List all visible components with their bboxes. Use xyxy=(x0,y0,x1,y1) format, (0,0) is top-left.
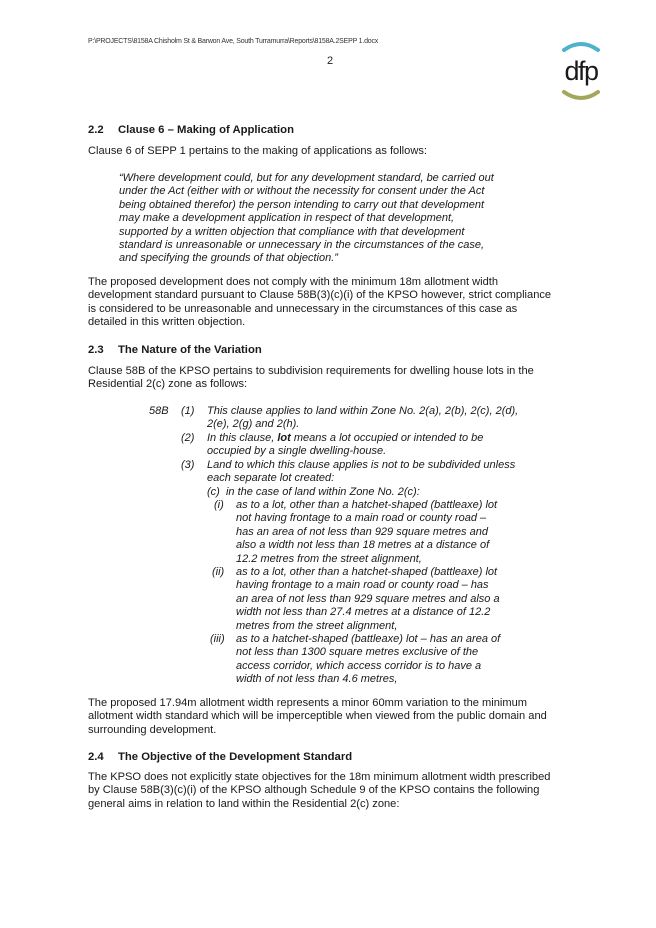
dfp-logo xyxy=(558,36,604,104)
item-line: not less than 1300 square metres exclusive of the xyxy=(236,646,479,659)
item-line: 2(e), 2(g) and 2(h). xyxy=(207,418,300,431)
clause-item-3 xyxy=(207,459,515,486)
defined-term: lot xyxy=(277,432,291,444)
item-line: not having frontage to a main road or county road – xyxy=(236,512,487,525)
logo-text: dfp xyxy=(564,56,598,86)
paragraph-line: is considered to be unreasonable and unnecessary in the circumstances of this case as xyxy=(88,302,518,315)
paragraph-line: surrounding development. xyxy=(88,723,217,736)
paragraph-line: The KPSO does not explicitly state objectives for the 18m minimum allotment width prescribed xyxy=(88,771,551,783)
item-number: (3) xyxy=(181,459,195,471)
item-line: an area of not less than 929 square metres and also a xyxy=(236,592,500,605)
sub-clause-c xyxy=(207,486,420,499)
item-number: (2) xyxy=(181,432,195,444)
quote-line: may make a development application in respect of that development, xyxy=(119,212,455,225)
item-number: (iii) xyxy=(210,633,225,645)
item-number: (1) xyxy=(181,405,195,417)
item-line: as to a lot, other than a hatchet-shaped (battleaxe) lot xyxy=(236,566,498,578)
section-2-4-paragraph xyxy=(88,771,588,811)
clause-item-1 xyxy=(207,405,518,432)
item-line: has an area of not less than 929 square metres and xyxy=(236,525,488,538)
section-heading-2-2 xyxy=(88,124,294,136)
paragraph-line: allotment width standard which will be imperceptible when viewed from the public domain and xyxy=(88,710,547,723)
logo-graphic xyxy=(558,36,604,104)
item-line: also a width not less than 18 metres at a distance of xyxy=(236,539,490,552)
item-line: as to a hatchet-shaped (battleaxe) lot – has an area of xyxy=(236,633,501,645)
item-line: Land to which this clause applies is not to be subdivided unless xyxy=(207,459,516,471)
sepp-quote xyxy=(119,172,494,266)
logo-top-arc xyxy=(564,44,598,50)
section-2-2-paragraph xyxy=(88,276,588,330)
sub-item-ii xyxy=(236,566,500,633)
item-line: as to a lot, other than a hatchet-shaped (battleaxe) lot xyxy=(236,499,498,511)
section-title: The Nature of the Variation xyxy=(118,344,262,356)
item-line xyxy=(207,432,483,445)
paragraph-line: detailed in this written objection. xyxy=(88,316,246,329)
item-text: means a lot occupied or intended to be xyxy=(290,432,484,444)
paragraph-line: Residential 2(c) zone as follows: xyxy=(88,378,248,391)
item-number: (c) xyxy=(207,486,220,498)
item-number: (i) xyxy=(214,499,224,511)
quote-line: being obtained therefor) the person intending to carry out that development xyxy=(119,198,485,211)
clause-label: 58B xyxy=(149,405,169,417)
quote-line: under the Act (either with or without the necessity for consent under the Act xyxy=(119,185,485,198)
item-line: each separate lot created: xyxy=(207,472,335,485)
item-text: in the case of land within Zone No. 2(c): xyxy=(225,486,420,498)
item-line: width of not less than 4.6 metres, xyxy=(236,673,398,686)
quote-line: standard is unreasonable or unnecessary in the circumstances of the case, xyxy=(119,239,485,252)
sub-item-i xyxy=(236,499,497,566)
section-2-3-paragraph xyxy=(88,697,588,737)
section-title: The Objective of the Development Standard xyxy=(118,751,353,763)
item-line: This clause applies to land within Zone No. 2(a), 2(b), 2(c), 2(d), xyxy=(207,405,519,417)
paragraph-line: Clause 6 of SEPP 1 pertains to the making of applications as follows: xyxy=(88,145,427,157)
page-number: 2 xyxy=(327,55,334,67)
item-line: access corridor, which access corridor is to have a xyxy=(236,659,482,672)
paragraph-line: The proposed 17.94m allotment width represents a minor 60mm variation to the minimum xyxy=(88,697,528,709)
section-2-3-intro xyxy=(88,365,588,392)
item-line: width not less than 27.4 metres at a distance of 12.2 xyxy=(236,606,491,619)
item-line: metres from the street alignment, xyxy=(236,619,398,632)
section-number: 2.4 xyxy=(88,751,104,763)
quote-line: “Where development could, but for any development standard, be carried out xyxy=(119,172,494,184)
paragraph-line: The proposed development does not comply with the minimum 18m allotment width xyxy=(88,276,499,288)
quote-line: supported by a written objection that compliance with that development xyxy=(119,225,465,238)
quote-line: and specifying the grounds of that objection.” xyxy=(119,252,338,265)
item-line: 12.2 metres from the street alignment, xyxy=(236,552,422,565)
section-number: 2.3 xyxy=(88,344,104,356)
section-title: Clause 6 – Making of Application xyxy=(118,124,294,136)
section-heading-2-3 xyxy=(88,344,262,356)
paragraph-line: development standard pursuant to Clause 58B(3)(c)(i) of the KPSO however, strict compliance xyxy=(88,289,552,302)
item-line: occupied by a single dwelling-house. xyxy=(207,445,387,458)
sub-item-iii xyxy=(236,633,500,687)
logo-bottom-arc xyxy=(564,92,598,98)
paragraph-line: by Clause 58B(3)(c)(i) of the KPSO although Schedule 9 of the KPSO contains the following xyxy=(88,784,540,797)
item-text: In this clause, xyxy=(207,432,278,444)
section-2-2-intro xyxy=(88,145,588,158)
clause-item-2 xyxy=(207,432,483,459)
section-heading-2-4 xyxy=(88,751,352,763)
item-number: (ii) xyxy=(212,566,225,578)
paragraph-line: general aims in relation to land within the Residential 2(c) zone: xyxy=(88,797,400,810)
section-number: 2.2 xyxy=(88,124,104,136)
item-line: having frontage to a main road or county road – has xyxy=(236,579,489,592)
paragraph-line: Clause 58B of the KPSO pertains to subdivision requirements for dwelling house lots in the xyxy=(88,365,534,377)
file-path: P:\PROJECTS\8158A Chisholm St & Barwon Ave, South Turramurra\Reports\8158A.2SEPP 1.docx xyxy=(88,38,379,45)
